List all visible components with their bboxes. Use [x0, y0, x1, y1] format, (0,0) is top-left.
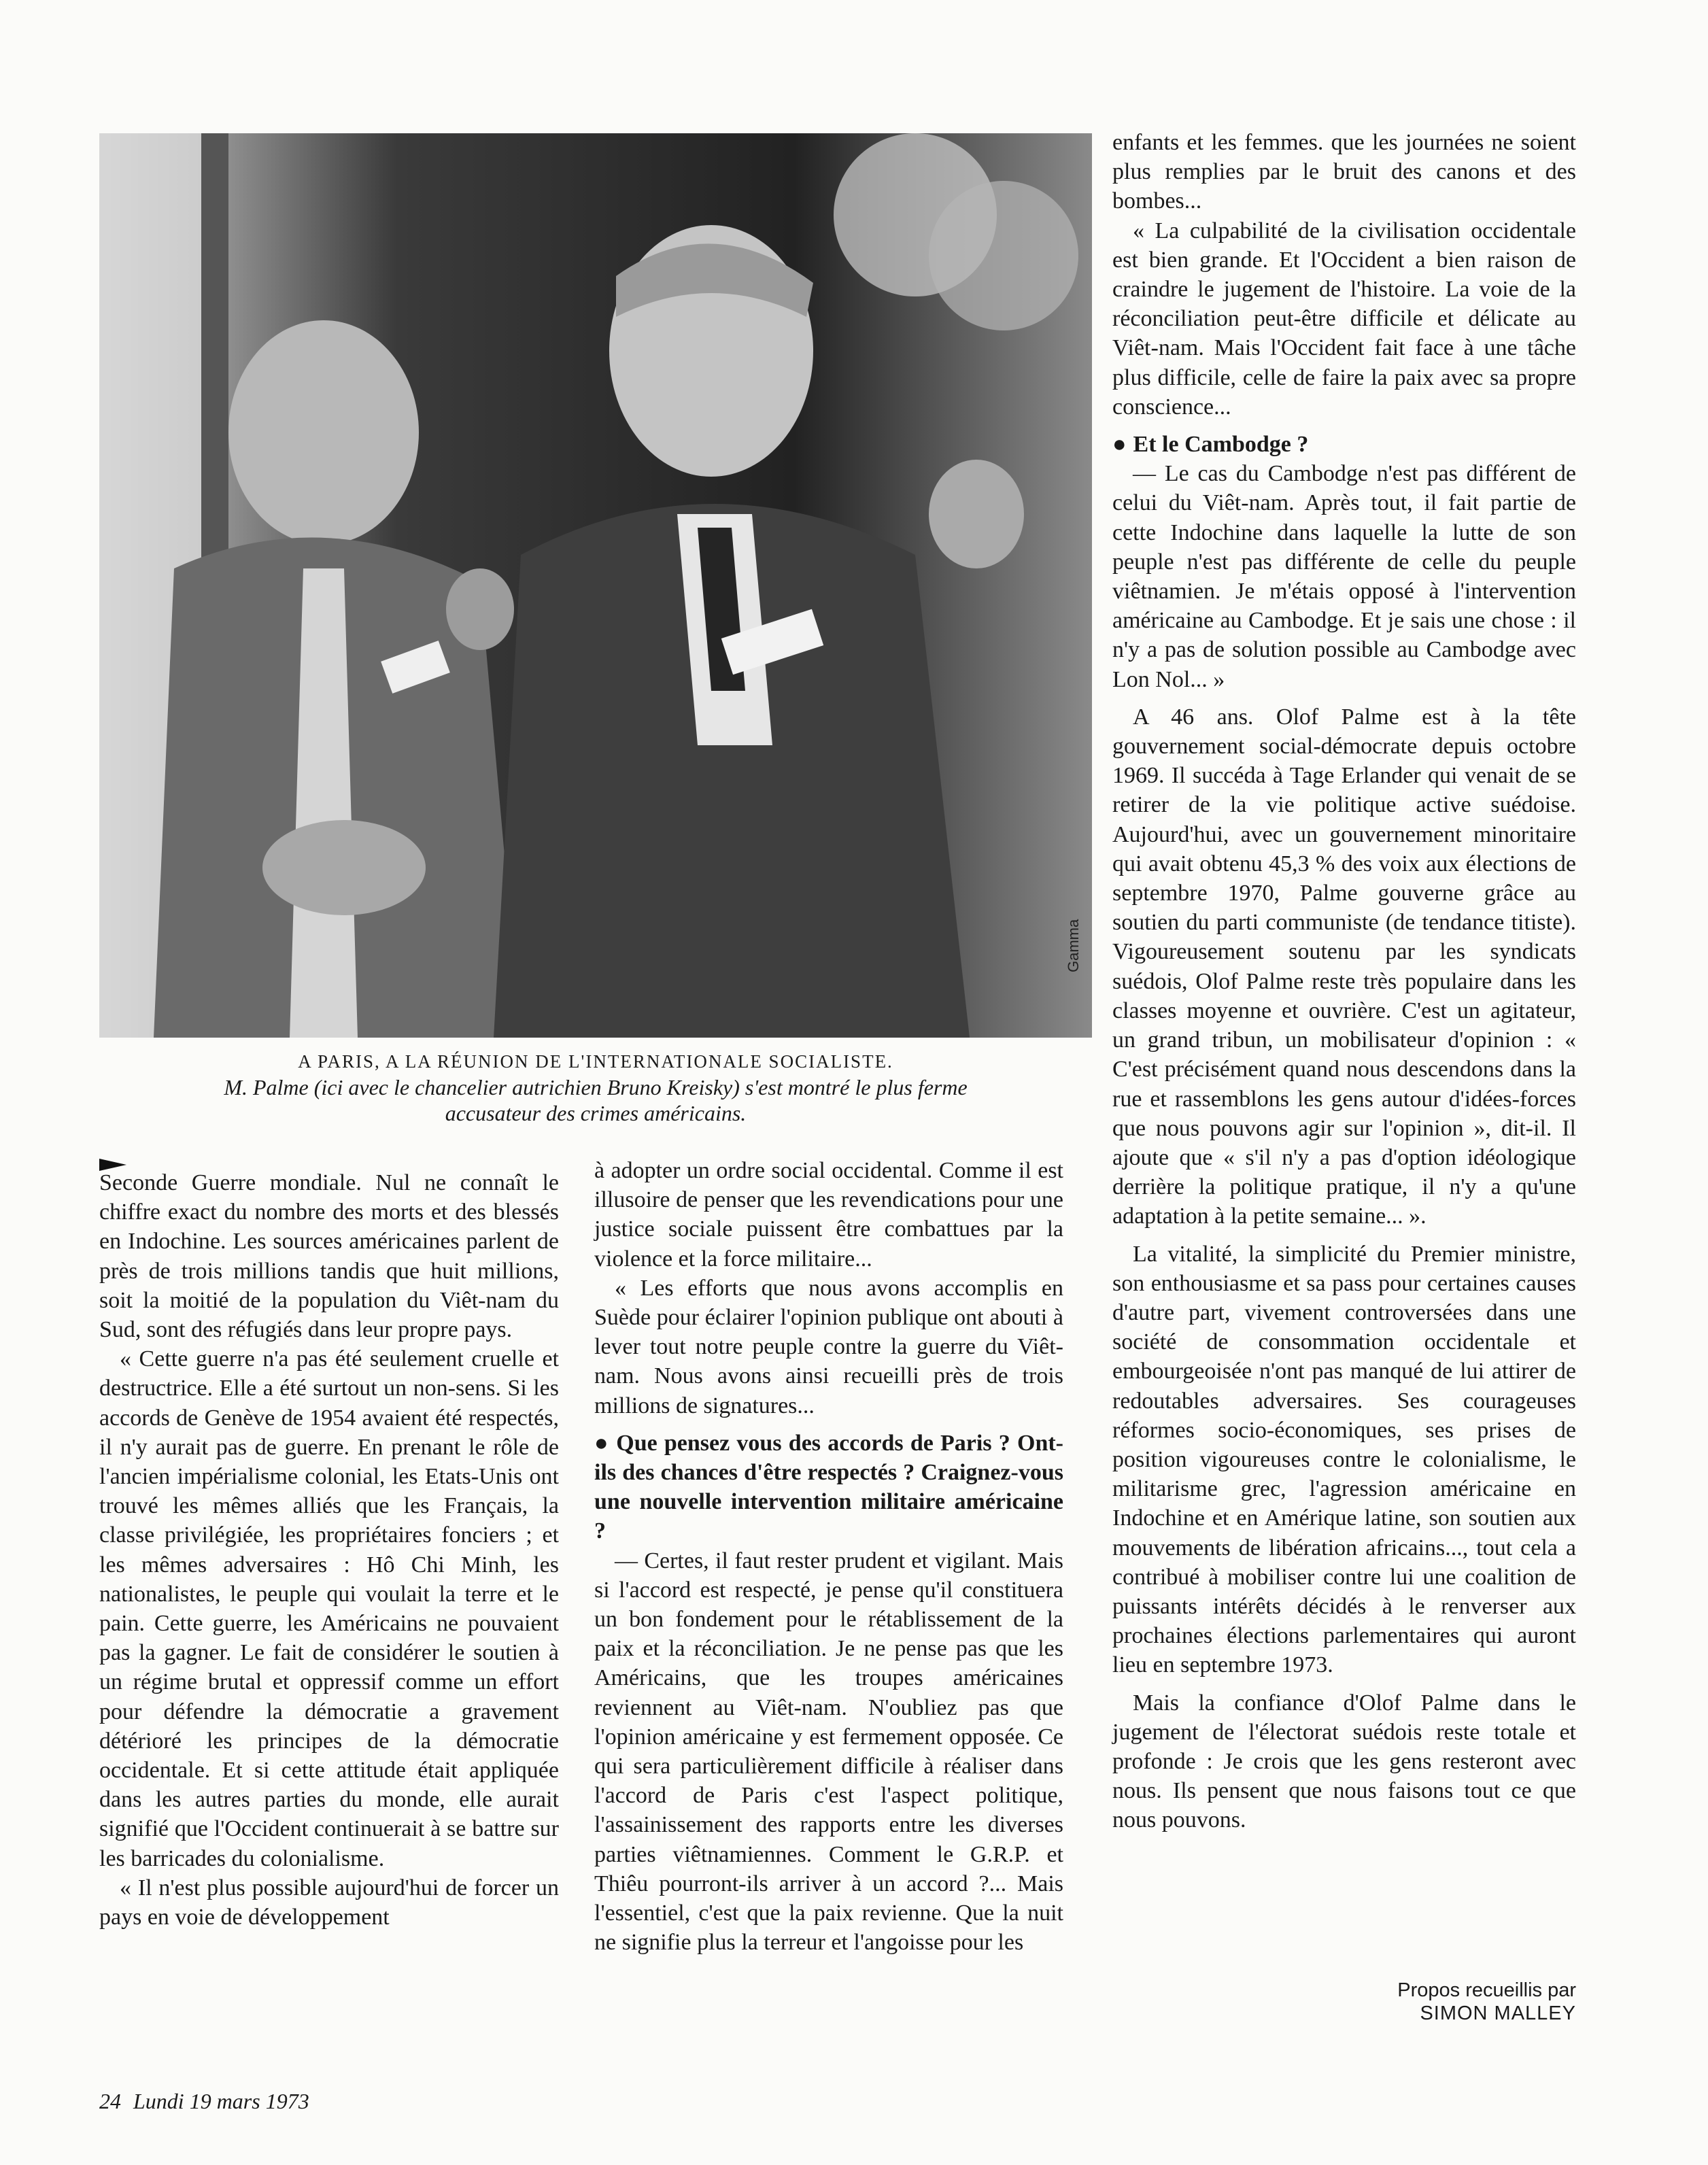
caption-text-line-a: M. Palme (ici avec le chancelier autrichien Bruno Kreisky) s'est montré le plus ferme	[224, 1075, 968, 1099]
paragraph: — Certes, il faut rester prudent et vigilant. Mais si l'accord est respecté, je pense qu'il constituera un bon fondement pour le rétablissement de la paix et la réconciliation. Je ne pense pas que les Américains, que les troupes américaines reviennent au Viêt-nam. N'oubliez pas que l'opinion américaine y est fermement opposée. Ce qui sera particulièrement difficile à réaliser dans l'accord de Paris c'est l'aspect politique, l'assainissement des rapports entre les diverses parties viêtnamiennes. Comment le G.R.P. et Thiêu pourront-ils arriver à un accord ?... Mais l'essentiel, c'est que la paix revienne. Que la nuit ne signifie plus la terreur et l'angoisse pour les	[594, 1548, 1063, 1956]
interview-question	[1112, 430, 1576, 459]
paragraph: Mais la confiance d'Olof Palme dans le jugement de l'électorat suédois reste totale et profonde : Je crois que les gens resteront avec nous. Ils pensent que nous faisons tout ce que nous pouvons.	[1112, 1690, 1576, 1833]
paragraph: — Le cas du Cambodge n'est pas différent de celui du Viêt-nam. Après tout, il fait partie de cette Indochine dans laquelle la lutte de son peuple n'est pas différente de celle du peuple viêtnamien. Je m'étais opposé à l'intervention américaine au Cambodge. Et je sais une chose : il n'y a pas de solution possible au Cambodge avec Lon Nol... »	[1112, 461, 1576, 692]
paragraph: La vitalité, la simplicité du Premier ministre, son enthousiasme et sa pass pour certaines causes d'autre part, vivement controversées dans une société de consommation occidentale et embourgeoisée n'ont pas manqué de lui attirer de redoutables adversaires. Ses courageuses réformes socio-économiques, ses prises de position vigoureuses contre le colonialisme, le militarisme grec, l'agression américaine en Indochine et en Amérique latine, son soutien aux mouvements de libération africains..., tout cela a contribué à mobiliser contre lui une coalition de puissants intérêts décidés à le renverser aux prochaines élections parlementaires qui auront lieu en septembre 1973.	[1112, 1241, 1576, 1678]
paragraph: « Cette guerre n'a pas été seulement cruelle et destructrice. Elle a été surtout un non-sens. Si les accords de Genève de 1954 avaient été respectés, il n'y aurait pas de guerre. En prenant le rôle de l'ancien impérialisme colonial, les Etats-Unis ont trouvé les mêmes alliés que les Français, la classe privilégiée, les propriétaires fonciers ; et les mêmes adversaires : Hô Chi Minh, les nationalistes, le peuple qui voulait la terre et le pain. Cette guerre, les Américains ne pouvaient pas la gagner. Le fait de considérer le soutien à un régime brutal et oppressif comme un effort pour défendre la démocratie a gravement détérioré les principes de la démocratie occidentale. Et si cette attitude était appliquée dans les autres parties du monde, elle aurait signifié que l'Occident continuerait à se battre sur les barricades du colonialisme.	[99, 1346, 559, 1871]
caption-text-line-b: accusateur des crimes américains.	[445, 1101, 747, 1125]
paragraph: « Il n'est plus possible aujourd'hui de forcer un pays en voie de développement	[99, 1875, 559, 1930]
paragraph: « Les efforts que nous avons accomplis en Suède pour éclairer l'opinion publique ont abouti à lever tout notre peuple contre la guerre du Viêt-nam. Nous avons ainsi recueilli près de trois millions de signatures...	[594, 1275, 1063, 1418]
photo-illustration	[99, 133, 1092, 1038]
article-column-3	[1112, 128, 1576, 1835]
credit-line: Propos recueillis par	[1397, 1979, 1576, 2001]
issue-date: Lundi 19 mars 1973	[133, 2089, 309, 2113]
article-credit	[1397, 1979, 1576, 2025]
photo-caption	[99, 1049, 1092, 1126]
paragraph: « La culpabilité de la civilisation occidentale est bien grande. Et l'Occident a bien raison de craindre le jugement de l'histoire. La voie de la réconciliation peut-être difficile et délicate au Viêt-nam. Mais l'Occident fait face à une tâche plus difficile, celle de faire la paix avec sa propre conscience...	[1112, 218, 1576, 420]
news-photo	[99, 133, 1092, 1038]
interview-question	[594, 1429, 1063, 1546]
paragraph: A 46 ans. Olof Palme est à la tête gouvernement social-démocrate depuis octobre 1969. Il succéda à Tage Erlander qui venait de se retirer de la vie politique active suédoise. Aujourd'hui, avec un gouvernement minoritaire qui avait obtenu 45,3 % des voix aux élections de septembre 1970, Palme gouverne grâce au soutien du parti communiste (de tendance titiste). Vigoureusement soutenu par les syndicats suédois, Olof Palme reste très populaire dans les classes moyenne et ouvrière. C'est un agitateur, un grand tribun, un mobilisateur d'opinion : « C'est précisément quand nous descendons dans la rue et rassemblons les gens autour d'idées-forces que nous pouvons agir sur l'opinion », dit-il. Il ajoute que « s'il n'y a pas d'option idéologique derrière la politique pratique, il n'y a qu'une adaptation à la petite semaine... ».	[1112, 704, 1576, 1229]
author-name: SIMON MALLEY	[1420, 2002, 1576, 2024]
bullet-icon: ●	[594, 1430, 610, 1456]
article-column-2	[594, 1156, 1063, 1957]
question-text: Que pensez vous des accords de Paris ? Ont-ils des chances d'être respectés ? Craignez-vous une nouvelle intervention militaire américaine ?	[594, 1430, 1063, 1544]
caption-text	[99, 1074, 1092, 1126]
caption-title: A PARIS, A LA RÉUNION DE L'INTERNATIONALE SOCIALISTE.	[298, 1051, 893, 1072]
bullet-icon: ●	[1112, 432, 1127, 458]
article-column-1	[99, 1168, 559, 1932]
page-folio	[99, 2089, 309, 2114]
page-number: 24	[99, 2089, 121, 2113]
paragraph: à adopter un ordre social occidental. Comme il est illusoire de penser que les revendications pour une justice sociale puissent être combattues par la violence et la force militaire...	[594, 1158, 1063, 1272]
photo-credit: Gamma	[1065, 919, 1082, 972]
paragraph: enfants et les femmes. que les journées ne soient plus remplies par le bruit des canons et des bombes...	[1112, 130, 1576, 214]
question-text: Et le Cambodge ?	[1133, 432, 1309, 458]
paragraph: Seconde Guerre mondiale. Nul ne connaît le chiffre exact du nombre des morts et des blessés en Indochine. Les sources américaines parlent de près de trois millions tandis que huit millions, soit la moitié de la population du Viêt-nam du Sud, sont des réfugiés dans leur propre pays.	[99, 1170, 559, 1343]
